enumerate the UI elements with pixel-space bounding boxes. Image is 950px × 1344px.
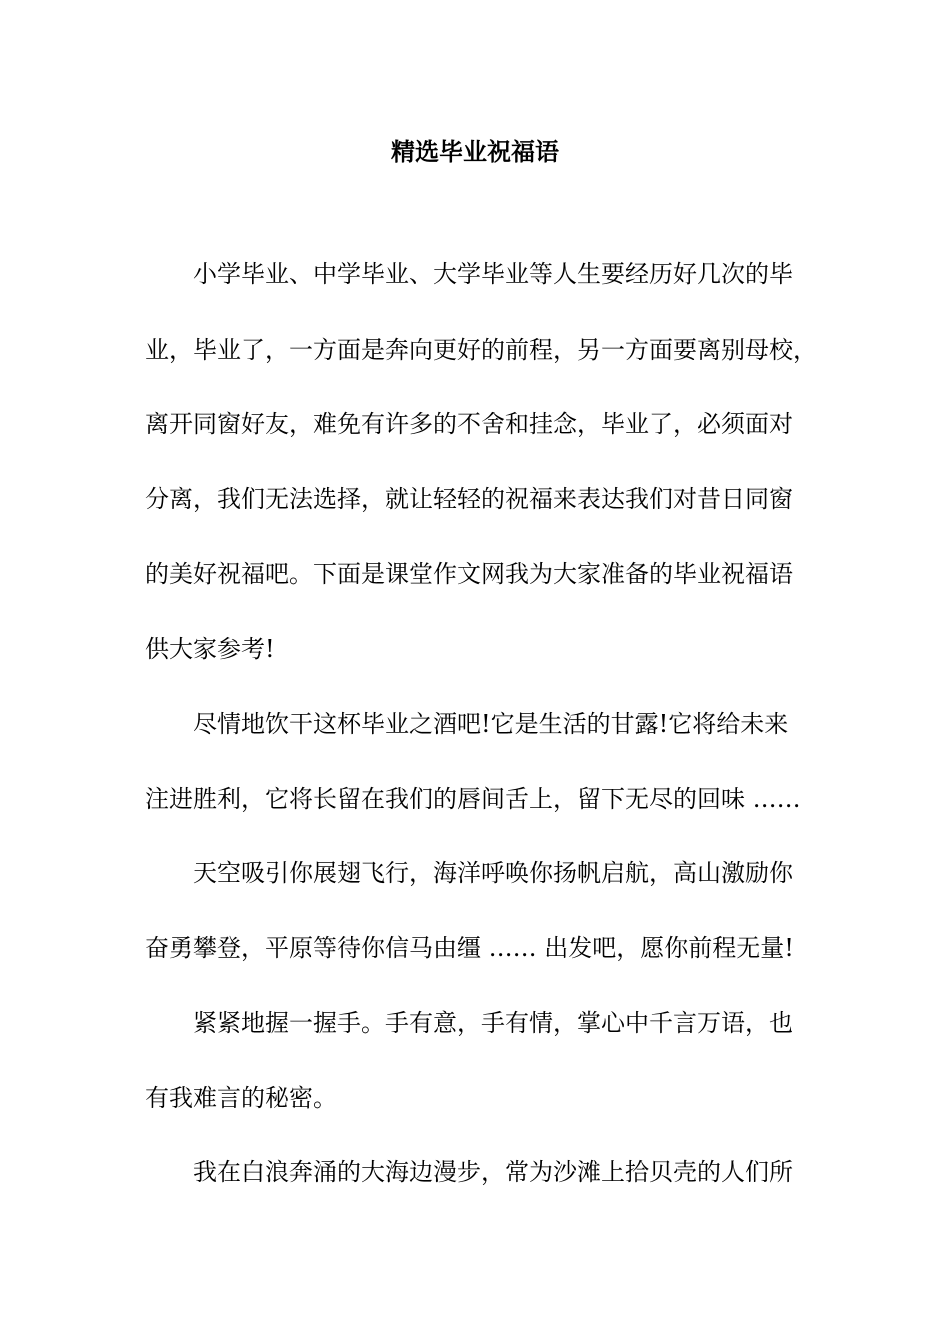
paragraph-line: 分离，我们无法选择，就让轻轻的祝福来表达我们对昔日同窗 bbox=[145, 485, 793, 513]
paragraph-line: 离开同窗好友，难免有许多的不舍和挂念，毕业了，必须面对 bbox=[145, 410, 793, 438]
paragraph-line: 天空吸引你展翅飞行，海洋呼唤你扬帆启航，高山激励你 bbox=[193, 859, 793, 887]
paragraph-line: 业，毕业了，一方面是奔向更好的前程，另一方面要离别母校， bbox=[145, 336, 817, 364]
paragraph-line: 供大家参考! bbox=[145, 635, 275, 663]
paragraph-line: 尽情地饮干这杯毕业之酒吧!它是生活的甘露!它将给未来 bbox=[193, 710, 789, 738]
paragraph-line: 有我难言的秘密。 bbox=[145, 1084, 337, 1112]
paragraph-line: 的美好祝福吧。下面是课堂作文网我为大家准备的毕业祝福语 bbox=[145, 560, 793, 588]
document-title: 精选毕业祝福语 bbox=[391, 137, 559, 166]
paragraph-line: 我在白浪奔涌的大海边漫步，常为沙滩上拾贝壳的人们所 bbox=[193, 1158, 793, 1186]
paragraph-line: 奋勇攀登，平原等待你信马由缰 …… 出发吧，愿你前程无量! bbox=[145, 934, 794, 962]
paragraph-line: 注进胜利，它将长留在我们的唇间舌上，留下无尽的回味 …… bbox=[145, 785, 801, 813]
paragraph-line: 紧紧地握一握手。手有意，手有情，掌心中千言万语，也 bbox=[193, 1009, 793, 1037]
paragraph-line: 小学毕业、中学毕业、大学毕业等人生要经历好几次的毕 bbox=[193, 260, 793, 288]
